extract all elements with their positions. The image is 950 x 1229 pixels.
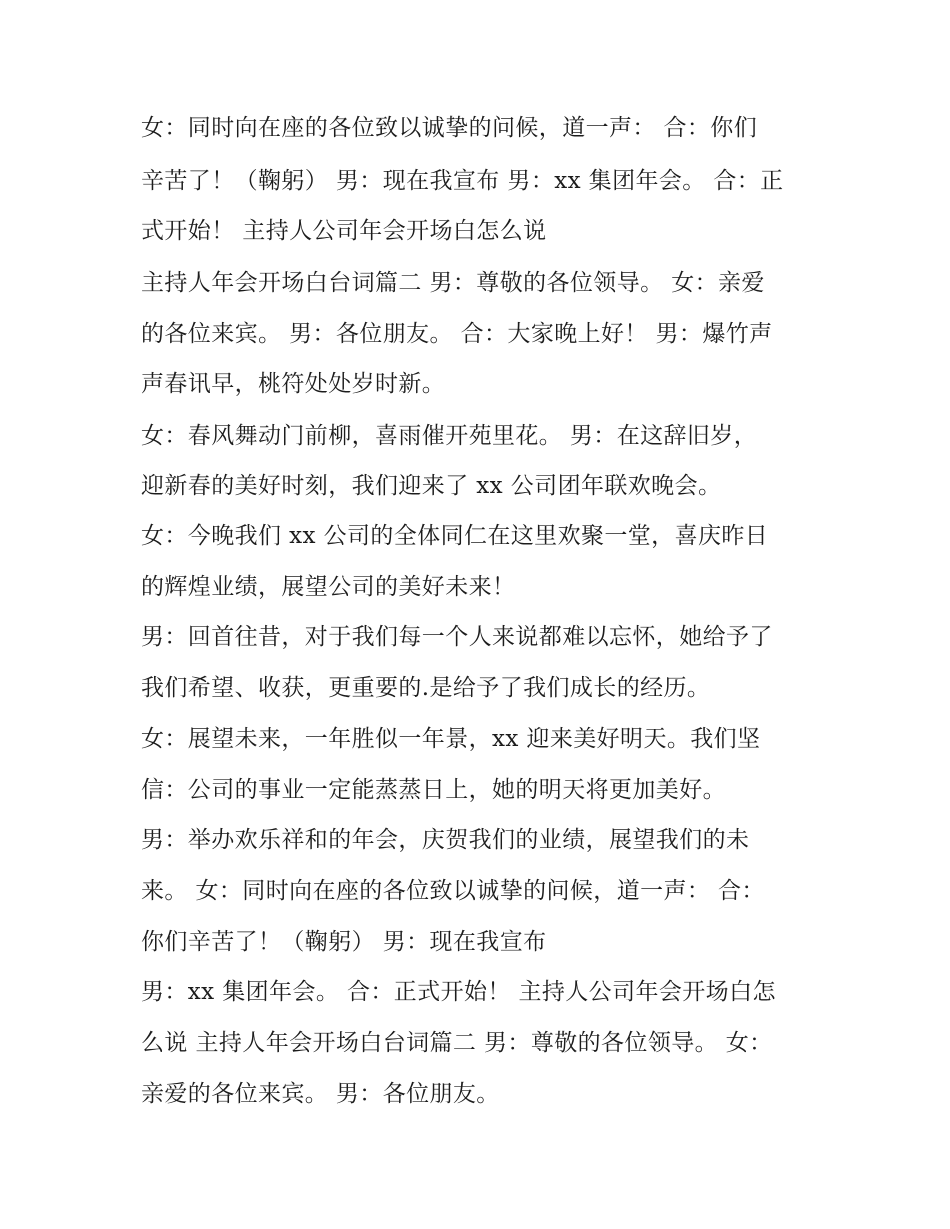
text-line: 来。 女：同时向在座的各位致以诚挚的问候，道一声： 合： [141, 878, 765, 904]
text-line: 信：公司的事业一定能蒸蒸日上，她的明天将更加美好。 [141, 777, 726, 803]
text-line: 男：举办欢乐祥和的年会，庆贺我们的业绩，展望我们的未 [141, 827, 750, 853]
text-line: 亲爱的各位来宾。 男：各位朋友。 [141, 1081, 500, 1107]
text-line: 的各位来宾。 男：各位朋友。 合：大家晚上好！ 男：爆竹声 [141, 321, 773, 347]
text-line: 式开始！ 主持人公司年会开场白怎么说 [141, 218, 547, 244]
text-line: 辛苦了！（鞠躬） 男：现在我宣布 男：xx 集团年会。 合：正 [141, 168, 784, 194]
text-line: 迎新春的美好时刻，我们迎来了 xx 公司团年联欢晚会。 [141, 473, 722, 499]
text-line: 主持人年会开场白台词篇二 男：尊敬的各位领导。 女：亲爱 [141, 270, 765, 296]
text-line: 男：xx 集团年会。 合：正式开始！ 主持人公司年会开场白怎 [141, 979, 776, 1005]
text-line: 女：今晚我们 xx 公司的全体同仁在这里欢聚一堂，喜庆昨日 [141, 523, 769, 549]
text-line: 男：回首往昔，对于我们每一个人来说都难以忘怀，她给予了 [141, 624, 773, 650]
text-line: 女：同时向在座的各位致以诚挚的问候，道一声： 合：你们 [141, 115, 758, 141]
text-line: 女：展望未来，一年胜似一年景，xx 迎来美好明天。我们坚 [141, 726, 761, 752]
text-line: 你们辛苦了！（鞠躬） 男：现在我宣布 [141, 929, 547, 955]
text-line: 么说 主持人年会开场白台词篇二 男：尊敬的各位领导。 女： [141, 1030, 773, 1056]
text-line: 女：春风舞动门前柳，喜雨催开苑里花。 男：在这辞旧岁， [141, 423, 758, 449]
text-line: 我们希望、收获，更重要的.是给予了我们成长的经历。 [141, 675, 711, 701]
text-line: 声春讯早，桃符处处岁时新。 [141, 371, 446, 397]
text-line: 的辉煌业绩，展望公司的美好未来！ [141, 574, 516, 600]
